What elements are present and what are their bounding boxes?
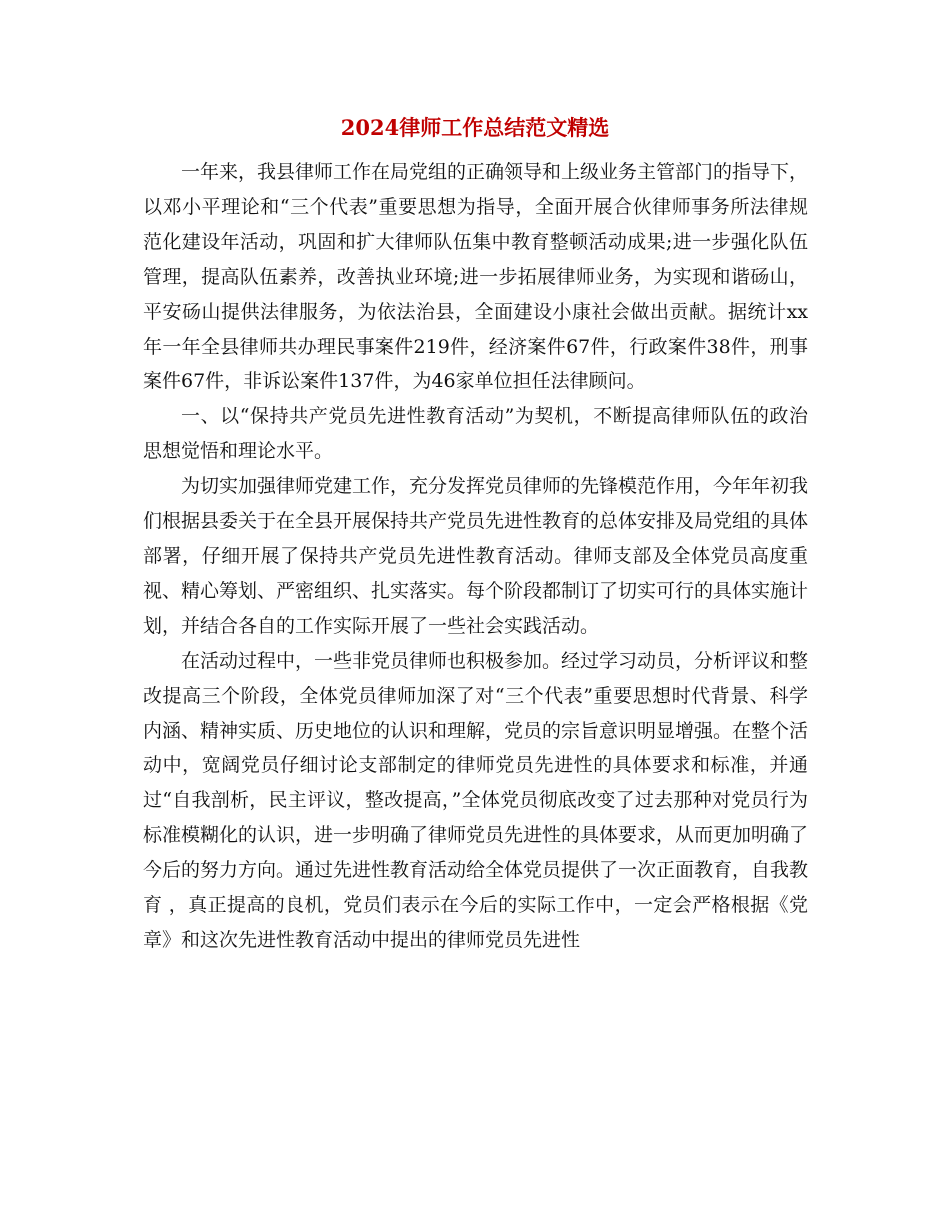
document-title: 2024律师工作总结范文精选 [340,115,610,140]
paragraph-intro: 一年来，我县律师工作在局党组的正确领导和上级业务主管部门的指导下，以邓小平理论和“三个代表”重要思想为指导，全面开展合伙律师事务所法律规范化建设年活动，巩固和扩大律师队伍集中教育整顿活动成果;进一步强化队伍管理，提高队伍素养，改善执业环境;进一步拓展律师业务，为实现和谐砀山，平安砀山提供法律服务，为依法治县，全面建设小康社会做出贡献。据统计xx年一年全县律师共办理民事案件219件，经济案件67件，行政案件38件，刑事案件67件，非诉讼案件137件，为46家单位担任法律顾问。 [143,161,809,393]
paragraph-section-heading: 一、以“保持共产党员先进性教育活动”为契机，不断提高律师队伍的政治思想觉悟和理论水平。 [143,405,808,463]
paragraph-activity-process: 在活动过程中，一些非党员律师也积极参加。经过学习动员，分析评议和整改提高三个阶段，全体党员律师加深了对“三个代表”重要思想时代背景、科学内涵、精神实质、历史地位的认识和理解，党员的宗旨意识明显增强。在整个活动中，宽阔党员仔细讨论支部制定的律师党员先进性的具体要求和标准，并通过“自我剖析，民主评议，整改提高，”全体党员彻底改变了过去那种对党员行为标准模糊化的认识，进一步明确了律师党员先进性的具体要求，从而更加明确了今后的努力方向。通过先进性教育活动给全体党员提供了一次正面教育，自我教育 ，真正提高的良机，党员们表示在今后的实际工作中，一定会严格根据《党章》和这次先进性教育活动中提出的律师党员先进性 [143,649,809,951]
document-body [143,155,808,958]
paragraph-party-building: 为切实加强律师党建工作，充分发挥党员律师的先锋模范作用，今年年初我们根据县委关于在全县开展保持共产党员先进性教育的总体安排及局党组的具体部署，仔细开展了保持共产党员先进性教育活动。律师支部及全体党员高度重视、精心筹划、严密组织、扎实落实。每个阶段都制订了切实可行的具体实施计划，并结合各自的工作实际开展了一些社会实践活动。 [143,475,809,637]
